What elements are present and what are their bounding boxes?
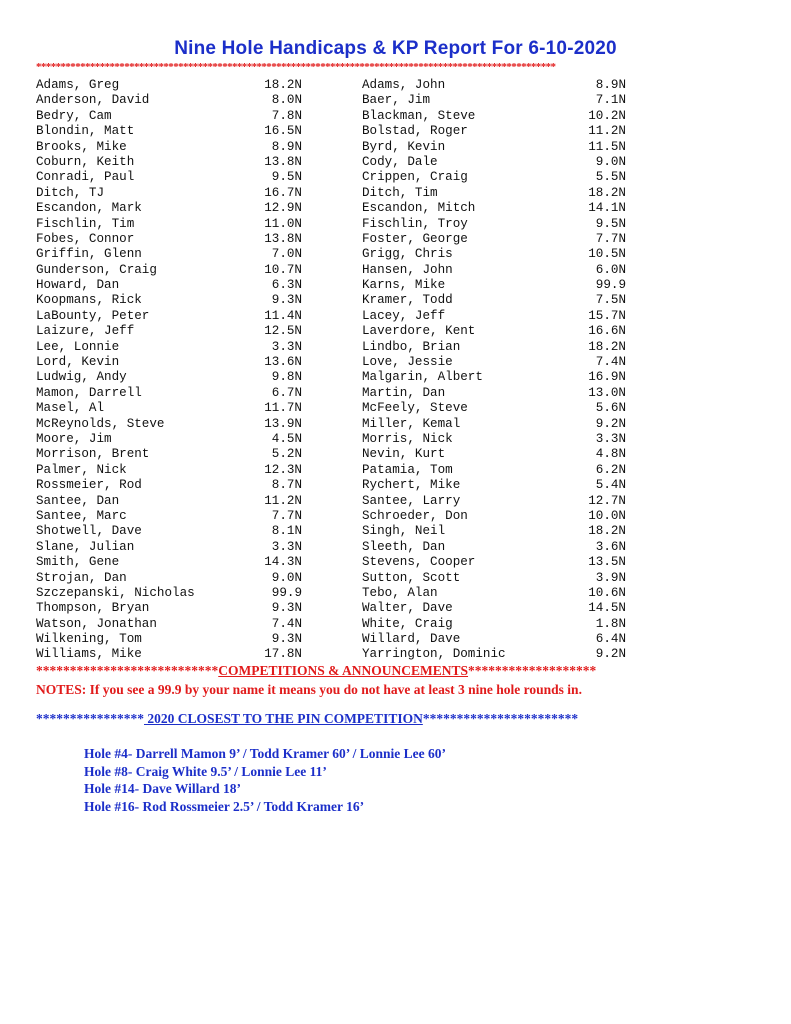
handicap-value: 7.7N (595, 231, 626, 246)
player-name: Foster, George (362, 231, 468, 246)
player-name: Szczepanski, Nicholas (36, 585, 195, 600)
table-row (36, 293, 676, 308)
player-name: Conradi, Paul (36, 170, 135, 185)
handicap-value: 8.7N (271, 478, 302, 493)
player-name: Morris, Nick (362, 431, 453, 446)
handicap-value: 11.2N (264, 493, 302, 508)
handicap-value: 13.8N (264, 154, 302, 169)
player-name: Ditch, TJ (36, 185, 105, 200)
player-name: Adams, John (362, 78, 446, 92)
handicap-value: 7.0N (271, 247, 302, 262)
handicap-value: 9.0N (271, 570, 302, 585)
player-name: LaBounty, Peter (36, 308, 150, 323)
table-row (36, 494, 676, 509)
handicap-value: 9.5N (271, 170, 302, 185)
kp-label: 2020 CLOSEST TO THE PIN COMPETITION (144, 711, 423, 726)
handicap-value: 11.5N (588, 139, 626, 154)
table-row (36, 324, 676, 339)
player-name: Rossmeier, Rod (36, 478, 142, 493)
player-name: Blackman, Steve (362, 108, 476, 123)
handicap-value: 15.7N (588, 308, 626, 323)
stars-left: *************************** (36, 663, 219, 678)
handicap-value: 9.5N (595, 216, 626, 231)
handicap-value: 10.5N (588, 247, 626, 262)
table-row (36, 186, 676, 201)
player-name: Koopmans, Rick (36, 293, 142, 308)
player-name: Byrd, Kevin (362, 139, 446, 154)
player-name: Tebo, Alan (362, 585, 438, 600)
table-row (36, 201, 676, 216)
handicap-value: 7.4N (595, 355, 626, 370)
handicap-value: 11.4N (264, 308, 302, 323)
table-row (36, 478, 676, 493)
handicap-value: 4.5N (271, 431, 302, 446)
kp-hole-line: Hole #14- Dave Willard 18’ (84, 781, 241, 796)
player-name: Martin, Dan (362, 385, 446, 400)
table-row (36, 247, 676, 262)
player-name: Moore, Jim (36, 431, 112, 446)
table-row (36, 586, 676, 601)
player-name: Fischlin, Troy (362, 216, 468, 231)
table-row (36, 417, 676, 432)
player-name: Anderson, David (36, 93, 150, 108)
handicap-value: 18.2N (588, 185, 626, 200)
player-name: Gunderson, Craig (36, 262, 157, 277)
table-row (36, 386, 676, 401)
handicap-value: 5.5N (595, 170, 626, 185)
kp-hole-line: Hole #8- Craig White 9.5’ / Lonnie Lee 11’ (84, 763, 327, 779)
table-row (36, 109, 676, 124)
table-row (36, 140, 676, 155)
player-name: Blondin, Matt (36, 124, 135, 139)
handicap-value: 13.8N (264, 231, 302, 246)
player-name: Santee, Larry (362, 493, 461, 508)
handicap-value: 16.9N (588, 370, 626, 385)
handicap-value: 17.8N (264, 647, 302, 662)
player-name: McFeely, Steve (362, 401, 468, 416)
handicap-value: 11.7N (264, 401, 302, 416)
table-row (36, 509, 676, 524)
handicap-value: 6.2N (595, 462, 626, 477)
player-name: Sutton, Scott (362, 570, 461, 585)
player-name: Strojan, Dan (36, 570, 127, 585)
handicap-value: 9.8N (271, 370, 302, 385)
handicap-value: 9.0N (595, 154, 626, 169)
handicap-value: 11.0N (264, 216, 302, 231)
handicap-value: 9.3N (271, 601, 302, 616)
player-name: Watson, Jonathan (36, 616, 157, 631)
player-name: White, Craig (362, 616, 453, 631)
player-name: Santee, Dan (36, 493, 120, 508)
stars-right: *********************** (422, 711, 579, 726)
player-name: Hansen, John (362, 262, 453, 277)
player-name: Laizure, Jeff (36, 324, 135, 339)
handicap-value: 4.8N (595, 447, 626, 462)
player-name: Ludwig, Andy (36, 370, 127, 385)
player-name: Baer, Jim (362, 93, 431, 108)
competitions-label: COMPETITIONS & ANNOUNCEMENTS (218, 663, 469, 678)
player-name: Crippen, Craig (362, 170, 468, 185)
player-name: Palmer, Nick (36, 462, 127, 477)
player-name: Karns, Mike (362, 278, 446, 293)
player-name: Mamon, Darrell (36, 385, 142, 400)
handicap-value: 6.3N (271, 278, 302, 293)
player-name: Lord, Kevin (36, 355, 120, 370)
handicap-value: 3.3N (271, 539, 302, 554)
player-name: Howard, Dan (36, 278, 120, 293)
table-row (36, 447, 676, 462)
player-name: Grigg, Chris (362, 247, 453, 262)
player-name: Masel, Al (36, 401, 105, 416)
player-name: Griffin, Glenn (36, 247, 142, 262)
player-name: Lindbo, Brian (362, 339, 461, 354)
player-name: Rychert, Mike (362, 478, 461, 493)
table-row (36, 155, 676, 170)
table-row (36, 601, 676, 616)
table-row (36, 217, 676, 232)
handicap-value: 7.4N (271, 616, 302, 631)
table-row (36, 263, 676, 278)
player-name: Singh, Neil (362, 524, 446, 539)
handicap-value: 11.2N (588, 124, 626, 139)
handicap-value: 13.6N (264, 355, 302, 370)
handicap-value: 14.5N (588, 601, 626, 616)
player-name: Ditch, Tim (362, 185, 438, 200)
handicap-value: 8.0N (271, 93, 302, 108)
player-name: Laverdore, Kent (362, 324, 476, 339)
player-name: Thompson, Bryan (36, 601, 150, 616)
player-name: Sleeth, Dan (362, 539, 446, 554)
handicap-value: 13.5N (588, 555, 626, 570)
player-name: Santee, Marc (36, 508, 127, 523)
table-row (36, 170, 676, 185)
kp-hole-line: Hole #16- Rod Rossmeier 2.5’ / Todd Kramer 16’ (84, 798, 365, 814)
player-name: Williams, Mike (36, 647, 142, 662)
handicap-value: 14.1N (588, 201, 626, 216)
handicap-value: 6.7N (271, 385, 302, 400)
handicap-value: 9.2N (595, 647, 626, 662)
player-name: Bolstad, Roger (362, 124, 468, 139)
separator-stars: ********************************************************************************************************** (36, 62, 556, 73)
kp-results (84, 745, 446, 815)
report-title: Nine Hole Handicaps & KP Report For 6-10-2020 (174, 38, 617, 59)
notes-text: NOTES: If you see a 99.9 by your name it means you do not have at least 3 nine hole rounds in. (36, 682, 582, 697)
handicap-value: 6.0N (595, 262, 626, 277)
handicap-value: 13.9N (264, 416, 302, 431)
player-name: McReynolds, Steve (36, 416, 165, 431)
handicap-value: 7.5N (595, 293, 626, 308)
table-row (36, 278, 676, 293)
handicap-roster (36, 78, 676, 663)
handicap-value: 10.6N (588, 585, 626, 600)
table-row (36, 401, 676, 416)
player-name: Adams, Greg (36, 78, 120, 92)
handicap-value: 16.6N (588, 324, 626, 339)
player-name: Fobes, Connor (36, 231, 135, 246)
handicap-value: 18.2N (588, 339, 626, 354)
handicap-value: 10.0N (588, 508, 626, 523)
handicap-value: 5.6N (595, 401, 626, 416)
handicap-value: 9.2N (595, 416, 626, 431)
table-row (36, 78, 676, 93)
competitions-header (36, 662, 758, 680)
player-name: Escandon, Mark (36, 201, 142, 216)
kp-header (36, 710, 776, 728)
table-row (36, 309, 676, 324)
handicap-value: 13.0N (588, 385, 626, 400)
kp-hole-line: Hole #4- Darrell Mamon 9’ / Todd Kramer 60’ / Lonnie Lee 60’ (84, 746, 446, 761)
handicap-value: 1.8N (595, 616, 626, 631)
player-name: Malgarin, Albert (362, 370, 483, 385)
handicap-value: 6.4N (595, 632, 626, 647)
handicap-value: 12.3N (264, 462, 302, 477)
table-row (36, 571, 676, 586)
player-name: Kramer, Todd (362, 293, 453, 308)
player-name: Escandon, Mitch (362, 201, 476, 216)
handicap-value: 3.3N (595, 431, 626, 446)
player-name: Nevin, Kurt (362, 447, 446, 462)
handicap-value: 8.9N (595, 78, 626, 92)
player-name: Shotwell, Dave (36, 524, 142, 539)
table-row (36, 463, 676, 478)
table-row (36, 93, 676, 108)
handicap-value: 3.9N (595, 570, 626, 585)
handicap-value: 8.1N (271, 524, 302, 539)
stars-right: ******************* (468, 663, 597, 678)
player-name: Morrison, Brent (36, 447, 150, 462)
handicap-value: 9.3N (271, 632, 302, 647)
handicap-value: 8.9N (271, 139, 302, 154)
handicap-value: 12.5N (264, 324, 302, 339)
handicap-value: 12.7N (588, 493, 626, 508)
player-name: Brooks, Mike (36, 139, 127, 154)
table-row (36, 632, 676, 647)
table-row (36, 555, 676, 570)
table-row (36, 232, 676, 247)
table-row (36, 432, 676, 447)
handicap-value: 16.5N (264, 124, 302, 139)
handicap-value: 3.6N (595, 539, 626, 554)
player-name: Bedry, Cam (36, 108, 112, 123)
table-row (36, 355, 676, 370)
player-name: Cody, Dale (362, 154, 438, 169)
player-name: Lee, Lonnie (36, 339, 120, 354)
table-row (36, 370, 676, 385)
table-row (36, 524, 676, 539)
handicap-value: 99.9 (271, 585, 302, 600)
handicap-value: 99.9 (595, 278, 626, 293)
handicap-value: 18.2N (588, 524, 626, 539)
player-name: Lacey, Jeff (362, 308, 446, 323)
handicap-value: 10.7N (264, 262, 302, 277)
table-row (36, 340, 676, 355)
player-name: Patamia, Tom (362, 462, 453, 477)
handicap-value: 12.9N (264, 201, 302, 216)
player-name: Fischlin, Tim (36, 216, 135, 231)
player-name: Wilkening, Tom (36, 632, 142, 647)
handicap-value: 18.2N (264, 78, 302, 92)
handicap-value: 9.3N (271, 293, 302, 308)
handicap-value: 7.7N (271, 508, 302, 523)
player-name: Slane, Julian (36, 539, 135, 554)
player-name: Stevens, Cooper (362, 555, 476, 570)
table-row (36, 124, 676, 139)
player-name: Schroeder, Don (362, 508, 468, 523)
handicap-value: 16.7N (264, 185, 302, 200)
player-name: Walter, Dave (362, 601, 453, 616)
handicap-value: 14.3N (264, 555, 302, 570)
table-row (36, 540, 676, 555)
handicap-value: 7.8N (271, 108, 302, 123)
handicap-value: 7.1N (595, 93, 626, 108)
player-name: Willard, Dave (362, 632, 461, 647)
table-row (36, 647, 676, 662)
player-name: Yarrington, Dominic (362, 647, 506, 662)
player-name: Coburn, Keith (36, 154, 135, 169)
player-name: Love, Jessie (362, 355, 453, 370)
player-name: Miller, Kemal (362, 416, 461, 431)
player-name: Smith, Gene (36, 555, 120, 570)
handicap-value: 5.4N (595, 478, 626, 493)
table-row (36, 617, 676, 632)
handicap-value: 10.2N (588, 108, 626, 123)
handicap-value: 5.2N (271, 447, 302, 462)
handicap-value: 3.3N (271, 339, 302, 354)
stars-left: **************** (36, 711, 144, 726)
